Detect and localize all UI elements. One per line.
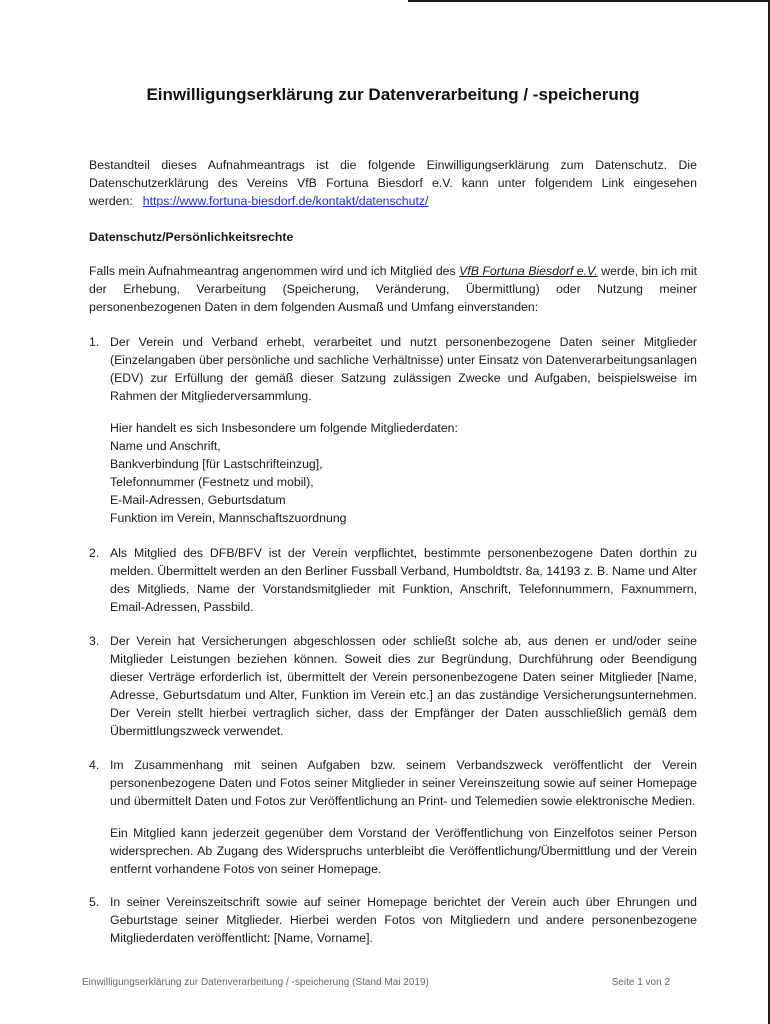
list-item — [89, 632, 697, 740]
intro-text: Bestandteil dieses Aufnahmeantrags ist die folgende Einwilligungserklärung zum Datenschutz. Die Datenschutzerklärung des Vereins VfB Fortuna Biesdorf e.V. kann unter folgendem Link eingesehen werden: — [89, 158, 697, 208]
member-data-item: Funktion im Verein, Mannschaftszuordnung — [110, 511, 347, 525]
section-heading: Datenschutz/Persönlichkeitsrechte — [89, 230, 294, 244]
consent-text-after: werde, bin ich mit der Erhebung, Verarbeitung (Speicherung, Veränderung, Übermittlung) oder Nutzung meiner personenbezogenen Daten in dem folgenden Ausmaß und Umfang einverstanden: — [89, 264, 697, 314]
page-title: Einwilligungserklärung zur Datenverarbeitung / -speicherung — [146, 85, 640, 104]
list-item — [89, 893, 697, 947]
consent-text-before: Falls mein Aufnahmeantrag angenommen wird und ich Mitglied des — [89, 264, 456, 278]
item-number: 4. — [89, 758, 100, 772]
club-name: VfB Fortuna Biesdorf e.V. — [459, 264, 598, 278]
member-data-item: Bankverbindung [für Lastschrifteinzug], — [110, 457, 323, 471]
item-number: 2. — [89, 546, 100, 560]
list-item — [89, 544, 697, 616]
list-item — [89, 333, 697, 527]
item-text: Der Verein und Verband erhebt, verarbeitet und nutzt personenbezogene Daten seiner Mitglieder (Einzelangaben über persönliche und sachliche Verhältnisse) unter Einsatz von Datenverarbeitungsanlagen (EDV) zur Erfüllung der gemäß dieser Satzung zulässigen Zwecke und Aufgaben, beispielsweise im Rahmen der Mitgliederversammlung. — [110, 335, 697, 403]
member-data-item: Name und Anschrift, — [110, 439, 221, 453]
item-text: In seiner Vereinszeitschrift sowie auf seiner Homepage berichtet der Verein auch über Ehrungen und Geburtstage seiner Mitglieder. Hierbei werden Fotos von Mitgliedern und andere personenbezogene Mitgliederdaten veröffentlicht: [Name, Vorname]. — [110, 895, 697, 945]
item-text-objection: Ein Mitglied kann jederzeit gegenüber dem Vorstand der Veröffentlichung von Einzelfotos seiner Person widersprechen. Ab Zugang des Widerspruchs unterbleibt die Veröffentlichung/Übermittlung und der Verein entfernt vorhandene Fotos von seiner Homepage. — [110, 826, 697, 876]
intro-paragraph — [89, 156, 697, 210]
item-text: Der Verein hat Versicherungen abgeschlossen oder schließt solche ab, aus denen er und/oder seine Mitglieder Leistungen beziehen können. Soweit dies zur Begründung, Durchführung oder Beendigung dieser Verträge erforderlich ist, übermittelt der Verein personenbezogene Daten seiner Mitglieder [Name, Adresse, Geburtsdatum und Alter, Funktion im Verein etc.] an das zuständige Versicherungsunternehmen. Der Verein stellt hierbei vertraglich sicher, dass der Empfänger der Daten ausschließlich gemäß dem Übermittlungszweck verwendet. — [110, 634, 697, 738]
item-number: 5. — [89, 895, 100, 909]
privacy-policy-link[interactable]: https://www.fortuna-biesdorf.de/kontakt/datenschutz/ — [142, 194, 429, 208]
list-item — [89, 756, 697, 878]
member-data-item: Telefonnummer (Festnetz und mobil), — [110, 475, 314, 489]
item-number: 3. — [89, 634, 100, 648]
item-text: Im Zusammenhang mit seinen Aufgaben bzw. seinem Verbandszweck veröffentlicht der Verein personenbezogene Daten und Fotos seiner Mitglieder in seiner Vereinszeitung sowie auf seiner Homepage und übermittelt Daten und Fotos zur Veröffentlichung an Print- und Telemedien sowie elektronische Medien. — [110, 758, 697, 808]
item-text: Als Mitglied des DFB/BFV ist der Verein verpflichtet, bestimmte personenbezogene Daten dorthin zu melden. Übermittelt werden an den Berliner Fussball Verband, Humboldtstr. 8a, 14193 z. B. Name und Alter des Mitglieds, Name der Vorstandsmitglieder mit Funktion, Anschrift, Telefonnummern, Faxnummern, Email-Adressen, Passbild. — [110, 546, 697, 614]
consent-paragraph — [89, 262, 697, 316]
member-data-list — [110, 419, 697, 527]
document-page — [89, 0, 697, 1024]
consent-items-list — [89, 333, 697, 947]
footer-title: Einwilligungserklärung zur Datenverarbeitung / -speicherung (Stand Mai 2019) — [82, 977, 429, 988]
page-number: Seite 1 von 2 — [611, 977, 670, 988]
member-data-intro: Hier handelt es sich Insbesondere um folgende Mitgliederdaten: — [110, 421, 458, 435]
item-number: 1. — [89, 335, 100, 349]
member-data-item: E-Mail-Adressen, Geburtsdatum — [110, 493, 286, 507]
